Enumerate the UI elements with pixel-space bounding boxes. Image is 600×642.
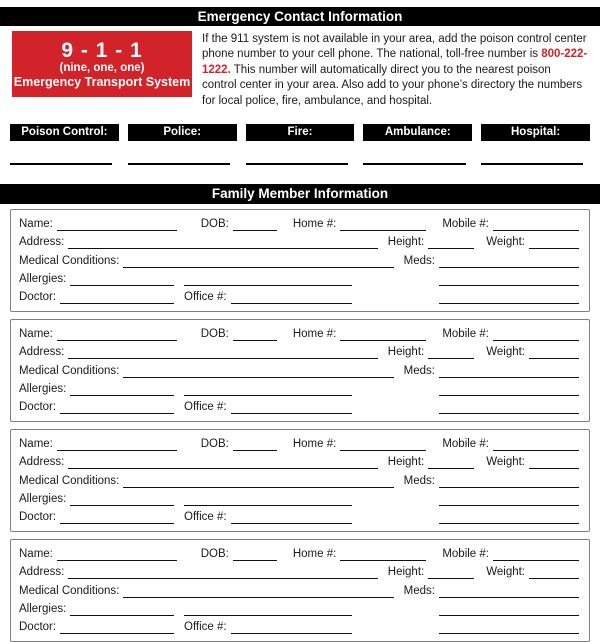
home-phone-label: Home #:: [292, 328, 337, 341]
name-label: Name:: [19, 548, 53, 561]
allergies-blank-line: [70, 384, 174, 396]
address-label: Address:: [19, 346, 65, 359]
address-row: [19, 565, 579, 579]
emergency-number-column: [481, 124, 590, 165]
allergies-group: [19, 492, 174, 506]
office-group: [184, 290, 352, 304]
dob-blank-line: [233, 439, 277, 451]
fire-label: Fire:: [246, 124, 355, 141]
weight-label: Weight:: [486, 566, 525, 579]
allergies-group: [19, 602, 174, 616]
emergency-numbers-row: [10, 124, 590, 165]
name-blank-line: [57, 549, 177, 561]
mobile-phone-label: Mobile #:: [442, 328, 489, 341]
poison-control-blank-line: [10, 163, 112, 165]
meds-continuation-line: [439, 604, 579, 616]
medical-conditions-label: Medical Conditions:: [19, 364, 120, 377]
allergies-continuation-line: [184, 384, 352, 396]
meds-continuation-line: [439, 622, 579, 634]
family-member-cards: [10, 209, 590, 642]
height-blank-line: [428, 237, 474, 249]
allergies-group: [19, 382, 174, 396]
medical-conditions-label: Medical Conditions:: [19, 254, 120, 267]
family-member-card: [10, 209, 590, 312]
meds-continuation-line: [439, 402, 579, 414]
meds-label: Meds:: [403, 254, 435, 267]
allergies-label: Allergies:: [19, 272, 67, 285]
office-group: [184, 510, 352, 524]
mobile-phone-label: Mobile #:: [442, 548, 489, 561]
section-header-family: [0, 184, 600, 204]
weight-label: Weight:: [486, 346, 525, 359]
height-blank-line: [428, 347, 474, 359]
medical-row: [19, 254, 579, 268]
meds-continuation-line: [439, 512, 579, 524]
home-phone-label: Home #:: [292, 548, 337, 561]
meds-blank-line: [439, 256, 579, 268]
doctor-blank-line: [60, 512, 174, 524]
home-phone-label: Home #:: [292, 218, 337, 231]
height-blank-line: [428, 567, 474, 579]
doctor-blank-line: [60, 292, 174, 304]
fire-blank-line: [246, 163, 348, 165]
weight-blank-line: [529, 347, 579, 359]
mobile-phone-blank-line: [493, 329, 579, 341]
allergies-blank-line: [70, 274, 174, 286]
home-phone-label: Home #:: [292, 438, 337, 451]
medical-conditions-blank-line: [123, 586, 393, 598]
home-phone-blank-line: [340, 549, 426, 561]
name-blank-line: [57, 329, 177, 341]
name-label: Name:: [19, 218, 53, 231]
doctor-row: [19, 290, 579, 304]
police-label: Police:: [128, 124, 237, 141]
section-header-family-title: Family Member Information: [211, 186, 389, 202]
office-phone-blank-line: [231, 402, 352, 414]
instructions-text-before: If the 911 system is not available in your area, add the poison control center phone number to your cell phone. The national, toll-free number is: [202, 33, 587, 61]
doctor-row: [19, 400, 579, 414]
doctor-blank-line: [60, 402, 174, 414]
office-phone-label: Office #:: [184, 510, 227, 523]
poison-control-phone-number: 800-222-1222.: [202, 48, 588, 76]
mobile-phone-label: Mobile #:: [442, 438, 489, 451]
home-phone-blank-line: [340, 219, 426, 231]
meds-continuation-line: [439, 494, 579, 506]
911-subtitle: Emergency Transport System: [13, 74, 191, 89]
meds-label: Meds:: [403, 474, 435, 487]
hospital-label: Hospital:: [481, 124, 590, 141]
office-group: [184, 620, 352, 634]
doctor-label: Doctor:: [19, 400, 57, 413]
address-blank-line: [68, 567, 377, 579]
meds-blank-line: [439, 476, 579, 488]
office-phone-label: Office #:: [184, 400, 227, 413]
doctor-group: [19, 290, 174, 304]
meds-continuation-line: [439, 384, 579, 396]
meds-label: Meds:: [403, 584, 435, 597]
medical-row: [19, 364, 579, 378]
allergies-continuation-line: [184, 604, 352, 616]
name-blank-line: [57, 439, 177, 451]
allergies-blank-line: [70, 494, 174, 506]
weight-label: Weight:: [486, 236, 525, 249]
emergency-number-column: [10, 124, 119, 165]
medical-conditions-blank-line: [123, 256, 393, 268]
address-label: Address:: [19, 236, 65, 249]
mobile-phone-blank-line: [493, 439, 579, 451]
mobile-phone-blank-line: [493, 549, 579, 561]
doctor-blank-line: [60, 622, 174, 634]
mobile-phone-label: Mobile #:: [442, 218, 489, 231]
weight-blank-line: [529, 567, 579, 579]
address-blank-line: [68, 457, 377, 469]
address-label: Address:: [19, 566, 65, 579]
name-label: Name:: [19, 328, 53, 341]
height-label: Height:: [387, 566, 425, 579]
allergies-group: [19, 272, 174, 286]
doctor-group: [19, 620, 174, 634]
height-label: Height:: [387, 236, 425, 249]
office-phone-blank-line: [231, 292, 352, 304]
doctor-label: Doctor:: [19, 510, 57, 523]
meds-label: Meds:: [403, 364, 435, 377]
police-blank-line: [128, 163, 230, 165]
address-row: [19, 345, 579, 359]
911-number: 9 - 1 - 1: [61, 38, 143, 62]
weight-blank-line: [529, 457, 579, 469]
poison-control-label: Poison Control:: [10, 124, 119, 141]
allergies-row: [19, 272, 579, 286]
height-blank-line: [428, 457, 474, 469]
hospital-blank-line: [481, 163, 583, 165]
address-row: [19, 235, 579, 249]
mobile-phone-blank-line: [493, 219, 579, 231]
address-row: [19, 455, 579, 469]
doctor-label: Doctor:: [19, 290, 57, 303]
911-words: (nine, one, one): [59, 61, 145, 74]
allergies-label: Allergies:: [19, 382, 67, 395]
emergency-number-column: [363, 124, 472, 165]
weight-blank-line: [529, 237, 579, 249]
section-header-emergency-title: Emergency Contact Information: [197, 9, 403, 24]
allergies-row: [19, 492, 579, 506]
meds-blank-line: [439, 586, 579, 598]
allergies-label: Allergies:: [19, 492, 67, 505]
medical-conditions-label: Medical Conditions:: [19, 584, 120, 597]
allergies-continuation-line: [184, 274, 352, 286]
911-panel: [12, 31, 192, 97]
medical-conditions-blank-line: [123, 366, 393, 378]
emergency-number-column: [128, 124, 237, 165]
allergies-label: Allergies:: [19, 602, 67, 615]
family-member-card: [10, 319, 590, 422]
name-blank-line: [57, 219, 177, 231]
address-blank-line: [68, 237, 377, 249]
section-header-emergency: [0, 7, 600, 26]
allergies-blank-line: [70, 604, 174, 616]
doctor-label: Doctor:: [19, 620, 57, 633]
meds-blank-line: [439, 366, 579, 378]
medical-row: [19, 474, 579, 488]
allergies-row: [19, 602, 579, 616]
office-phone-label: Office #:: [184, 620, 227, 633]
allergies-continuation-line: [184, 494, 352, 506]
dob-label: DOB:: [200, 328, 229, 341]
dob-blank-line: [233, 329, 277, 341]
name-row: [19, 437, 579, 451]
emergency-number-column: [246, 124, 355, 165]
address-blank-line: [68, 347, 377, 359]
poison-control-instructions: [202, 31, 588, 109]
office-phone-blank-line: [231, 512, 352, 524]
office-group: [184, 400, 352, 414]
address-label: Address:: [19, 456, 65, 469]
meds-continuation-line: [439, 274, 579, 286]
doctor-row: [19, 510, 579, 524]
office-phone-label: Office #:: [184, 290, 227, 303]
medical-conditions-label: Medical Conditions:: [19, 474, 120, 487]
home-phone-blank-line: [340, 439, 426, 451]
ambulance-label: Ambulance:: [363, 124, 472, 141]
family-member-card: [10, 539, 590, 642]
name-row: [19, 217, 579, 231]
office-phone-blank-line: [231, 622, 352, 634]
doctor-row: [19, 620, 579, 634]
intro-section: [12, 31, 588, 109]
height-label: Height:: [387, 346, 425, 359]
dob-blank-line: [233, 219, 277, 231]
weight-label: Weight:: [486, 456, 525, 469]
allergies-row: [19, 382, 579, 396]
name-row: [19, 327, 579, 341]
medical-row: [19, 584, 579, 598]
instructions-text-after: This number will automatically direct you to the nearest poison control center in your area. Also add to your phone’s directory the numbers for local police, fire, ambulance, and hospital.: [202, 63, 583, 107]
dob-label: DOB:: [200, 438, 229, 451]
dob-label: DOB:: [200, 218, 229, 231]
family-member-card: [10, 429, 590, 532]
height-label: Height:: [387, 456, 425, 469]
meds-continuation-line: [439, 292, 579, 304]
medical-conditions-blank-line: [123, 476, 393, 488]
home-phone-blank-line: [340, 329, 426, 341]
name-row: [19, 547, 579, 561]
dob-label: DOB:: [200, 548, 229, 561]
dob-blank-line: [233, 549, 277, 561]
doctor-group: [19, 510, 174, 524]
name-label: Name:: [19, 438, 53, 451]
ambulance-blank-line: [363, 163, 465, 165]
doctor-group: [19, 400, 174, 414]
